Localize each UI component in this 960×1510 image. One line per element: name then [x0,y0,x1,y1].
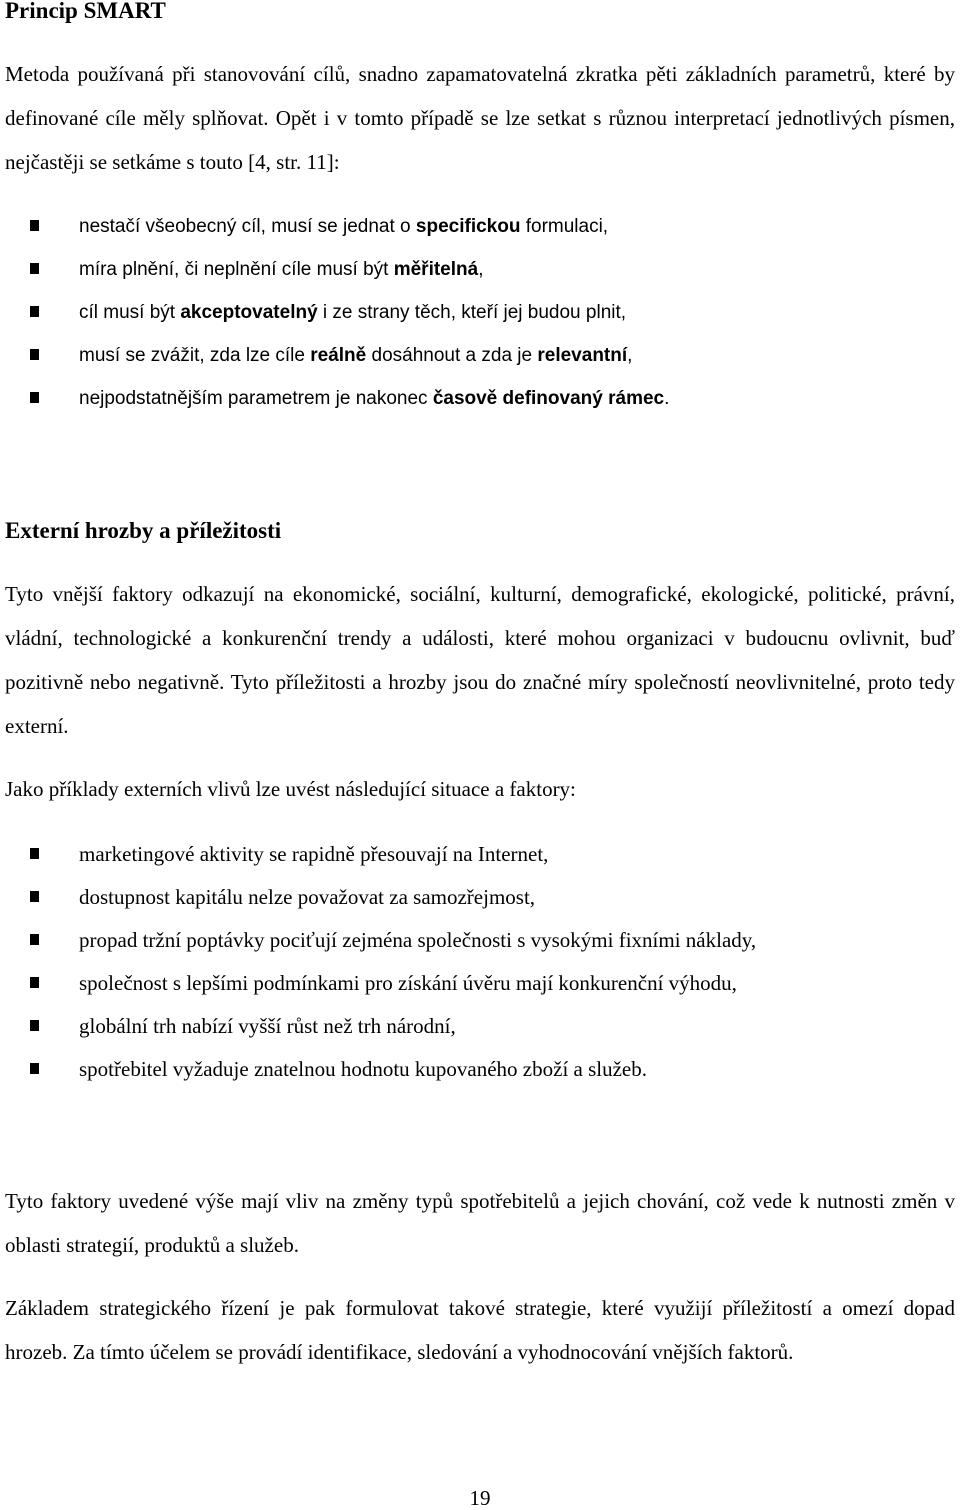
list-item: společnost s lepšími podmínkami pro získání úvěru mají konkurenční výhodu, [5,962,955,1005]
square-bullet-icon [30,848,39,859]
external-factors-list [5,833,955,1091]
list-item: nejpodstatnějším parametrem je nakonec časově definovaný rámec. [5,377,955,420]
square-bullet-icon [30,1063,39,1074]
paragraph-consumer-change: Tyto faktory uvedené výše mají vliv na změny typů spotřebitelů a jejich chování, což vede k nutnosti změn v oblasti strategií, produktů a služeb. [5,1189,955,1257]
list-item: musí se zvážit, zda lze cíle reálně dosáhnout a zda je relevantní, [5,334,955,377]
square-bullet-icon [30,263,39,274]
list-item: propad tržní poptávky pociťují zejména společnosti s vysokými fixními náklady, [5,919,955,962]
list-item: cíl musí být akceptovatelný i ze strany těch, kteří jej budou plnit, [5,291,955,334]
square-bullet-icon [30,349,39,360]
list-item: marketingové aktivity se rapidně přesouvají na Internet, [5,833,955,876]
page-number: 19 [469,1486,491,1510]
paragraph-strategic-management: Základem strategického řízení je pak formulovat takové strategie, které využijí příležitostí a omezí dopad hrozeb. Za tímto účelem se provádí identifikace, sledování a vyhodnocování vnějších faktorů. [5,1296,955,1364]
square-bullet-icon [30,891,39,902]
section-heading-external: Externí hrozby a příležitosti [5,518,282,543]
square-bullet-icon [30,392,39,403]
paragraph-external-factors: Tyto vnější faktory odkazují na ekonomické, sociální, kulturní, demografické, ekologické, politické, právní, vládní, technologické a konkurenční trendy a události, které mohou organizaci v budoucnu ovlivnit, buď pozitivně nebo negativně. Tyto příležitosti a hrozby jsou do značné míry společností neovlivnitelné, proto tedy externí. [5,582,955,738]
list-item: nestačí všeobecný cíl, musí se jednat o specifickou formulaci, [5,205,955,248]
list-item: globální trh nabízí vyšší růst než trh národní, [5,1005,955,1048]
list-item: dostupnost kapitálu nelze považovat za samozřejmost, [5,876,955,919]
square-bullet-icon [30,1020,39,1031]
square-bullet-icon [30,220,39,231]
section-heading-smart: Princip SMART [5,0,166,23]
square-bullet-icon [30,977,39,988]
list-item: spotřebitel vyžaduje znatelnou hodnotu kupovaného zboží a služeb. [5,1048,955,1091]
square-bullet-icon [30,306,39,317]
square-bullet-icon [30,934,39,945]
paragraph-examples-intro: Jako příklady externích vlivů lze uvést následující situace a faktory: [5,777,576,801]
paragraph-smart-intro: Metoda používaná při stanovování cílů, snadno zapamatovatelná zkratka pěti základních parametrů, které by definované cíle měly splňovat. Opět i v tomto případě se lze setkat s různou interpretací jednotlivých písmen, nejčastěji se setkáme s touto [4, str. 11]: [5,62,955,174]
smart-criteria-list [5,205,955,420]
list-item: míra plnění, či neplnění cíle musí být měřitelná, [5,248,955,291]
